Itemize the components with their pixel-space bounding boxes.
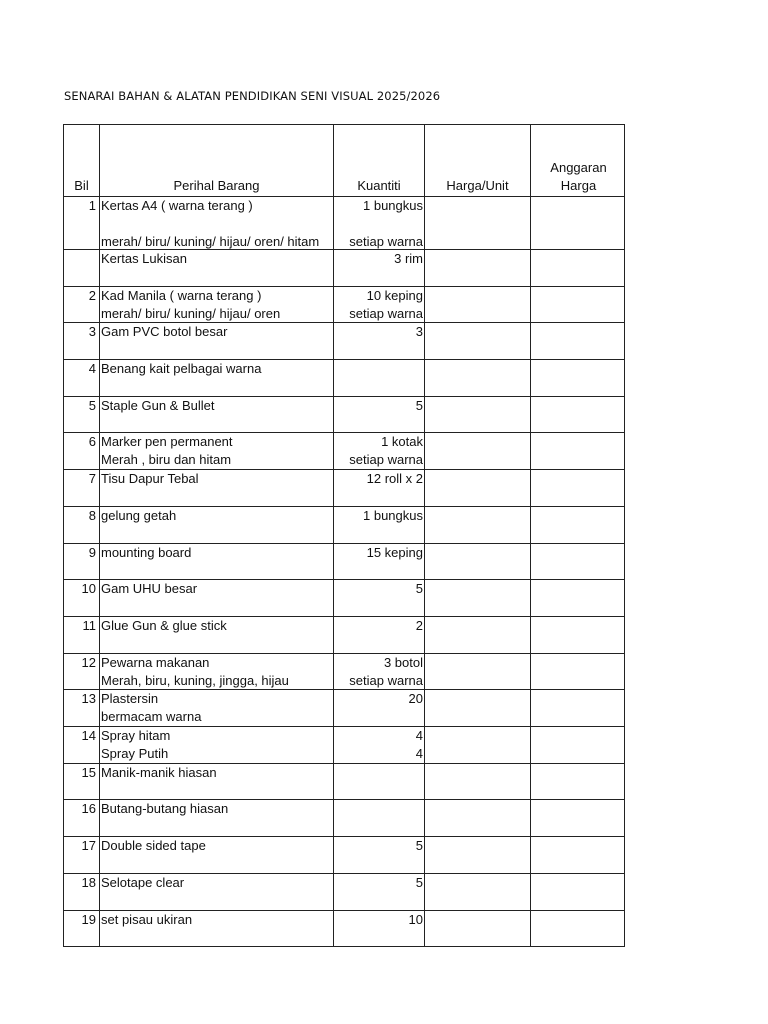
harga-unit-cell: [425, 197, 531, 251]
perihal-line: Gam PVC botol besar: [101, 324, 228, 339]
bil-cell: 4: [64, 360, 100, 396]
table-row: [63, 544, 625, 580]
kuantiti-line: 10 keping: [366, 288, 423, 303]
anggaran-harga-cell: [531, 727, 626, 763]
kuantiti-line: setiap warna: [349, 306, 423, 321]
anggaran-harga-cell: [531, 654, 626, 690]
bil-cell: 13: [64, 690, 100, 726]
kuantiti-line: [335, 764, 423, 782]
table-header: [63, 124, 625, 197]
header-bil: Bil: [74, 178, 89, 193]
table-row: [63, 470, 625, 507]
header-perihal: Perihal Barang: [173, 178, 260, 193]
perihal-line: Selotape clear: [101, 875, 185, 890]
perihal-line: Spray hitam: [101, 728, 171, 743]
table-row: [63, 397, 625, 433]
perihal-line: Spray Putih: [101, 746, 169, 761]
perihal-cell: [100, 250, 334, 286]
table-row: [63, 874, 625, 911]
perihal-line: Marker pen permanent: [101, 434, 233, 449]
perihal-cell: [100, 617, 334, 653]
kuantiti-line: 3 rim: [394, 251, 423, 266]
kuantiti-cell: [334, 654, 425, 690]
perihal-line: Staple Gun & Bullet: [101, 398, 215, 413]
table-row: [63, 617, 625, 654]
bil-cell: 9: [64, 544, 100, 579]
kuantiti-line: setiap warna: [349, 673, 423, 688]
harga-unit-cell: [425, 580, 531, 616]
perihal-cell: [100, 323, 334, 359]
anggaran-harga-cell: [531, 287, 626, 323]
perihal-cell: [100, 911, 334, 946]
harga-unit-cell: [425, 507, 531, 543]
kuantiti-cell: [334, 544, 425, 579]
bil-cell: 18: [64, 874, 100, 910]
perihal-line: Benang kait pelbagai warna: [101, 361, 262, 376]
bil-cell: 11: [64, 617, 100, 653]
anggaran-harga-cell: [531, 764, 626, 799]
perihal-cell: [100, 360, 334, 396]
harga-unit-cell: [425, 250, 531, 286]
bil-cell: 17: [64, 837, 100, 873]
perihal-line: gelung getah: [101, 508, 177, 523]
table-row: [63, 911, 625, 947]
kuantiti-cell: [334, 397, 425, 432]
table-row: [63, 837, 625, 874]
perihal-line: Double sided tape: [101, 838, 206, 853]
kuantiti-cell: [334, 470, 425, 506]
bil-cell: 12: [64, 654, 100, 690]
kuantiti-line: 10: [408, 912, 423, 927]
anggaran-harga-cell: [531, 874, 626, 910]
header-harga-unit-cell: [425, 125, 531, 196]
bil-cell: 15: [64, 764, 100, 799]
perihal-cell: [100, 654, 334, 690]
table-row: [63, 654, 625, 690]
kuantiti-cell: [334, 911, 425, 946]
kuantiti-cell: [334, 874, 425, 910]
harga-unit-cell: [425, 287, 531, 323]
anggaran-harga-cell: [531, 250, 626, 286]
kuantiti-line: 1 kotak: [381, 434, 423, 449]
harga-unit-cell: [425, 727, 531, 763]
kuantiti-cell: [334, 507, 425, 543]
anggaran-harga-cell: [531, 197, 626, 251]
anggaran-harga-cell: [531, 580, 626, 616]
kuantiti-cell: [334, 580, 425, 616]
bil-cell: 7: [64, 470, 100, 506]
perihal-cell: [100, 764, 334, 799]
header-bil-cell: [64, 125, 100, 196]
perihal-cell: [100, 287, 334, 323]
harga-unit-cell: [425, 397, 531, 432]
anggaran-harga-cell: [531, 470, 626, 506]
anggaran-harga-cell: [531, 837, 626, 873]
kuantiti-cell: [334, 727, 425, 763]
kuantiti-line: [335, 360, 423, 378]
perihal-cell: [100, 874, 334, 910]
kuantiti-cell: [334, 323, 425, 359]
header-anggaran-cell: [531, 125, 626, 196]
table-row: [63, 197, 625, 250]
header-anggaran-line2: Harga: [560, 178, 597, 193]
perihal-cell: [100, 470, 334, 506]
kuantiti-cell: [334, 617, 425, 653]
perihal-cell: [100, 580, 334, 616]
document-title: SENARAI BAHAN & ALATAN PENDIDIKAN SENI VISUAL 2025/2026: [64, 89, 441, 103]
harga-unit-cell: [425, 360, 531, 396]
harga-unit-cell: [425, 470, 531, 506]
perihal-line: merah/ biru/ kuning/ hijau/ oren: [101, 306, 281, 321]
kuantiti-line: 1 bungkus: [363, 198, 423, 213]
perihal-line: bermacam warna: [101, 709, 202, 724]
table-row: [63, 250, 625, 287]
perihal-cell: [100, 690, 334, 726]
kuantiti-line: 12 roll x 2: [366, 471, 423, 486]
bil-cell: 8: [64, 507, 100, 543]
bil-cell: 1: [64, 197, 100, 251]
kuantiti-cell: [334, 690, 425, 726]
table-body: [63, 197, 625, 947]
bil-cell: 2: [64, 287, 100, 323]
kuantiti-cell: [334, 197, 425, 251]
kuantiti-line: 5: [415, 875, 423, 890]
anggaran-harga-cell: [531, 323, 626, 359]
anggaran-harga-cell: [531, 800, 626, 836]
kuantiti-line: 5: [415, 581, 423, 596]
kuantiti-line: 5: [415, 838, 423, 853]
perihal-line: merah/ biru/ kuning/ hijau/ oren/ hitam: [101, 234, 320, 249]
table-row: [63, 764, 625, 800]
perihal-cell: [100, 507, 334, 543]
perihal-line: Plastersin: [101, 691, 159, 706]
kuantiti-line: 5: [415, 398, 423, 413]
table-row: [63, 323, 625, 360]
table-row: [63, 507, 625, 544]
anggaran-harga-cell: [531, 360, 626, 396]
kuantiti-cell: [334, 433, 425, 469]
perihal-line: Merah, biru, kuning, jingga, hijau: [101, 673, 289, 688]
kuantiti-line: 4: [415, 728, 423, 743]
harga-unit-cell: [425, 800, 531, 836]
perihal-cell: [100, 837, 334, 873]
bil-cell: [64, 250, 100, 286]
kuantiti-line: 1 bungkus: [363, 508, 423, 523]
harga-unit-cell: [425, 764, 531, 799]
perihal-cell: [100, 727, 334, 763]
kuantiti-cell: [334, 800, 425, 836]
kuantiti-cell: [334, 287, 425, 323]
perihal-line: Merah , biru dan hitam: [101, 452, 232, 467]
perihal-cell: [100, 544, 334, 579]
table-row: [63, 727, 625, 764]
kuantiti-line: 3: [415, 324, 423, 339]
harga-unit-cell: [425, 874, 531, 910]
bil-cell: 19: [64, 911, 100, 946]
harga-unit-cell: [425, 617, 531, 653]
perihal-line: Manik-manik hiasan: [101, 765, 217, 780]
items-table: [63, 124, 625, 947]
table-row: [63, 287, 625, 323]
perihal-line: set pisau ukiran: [101, 912, 193, 927]
kuantiti-cell: [334, 360, 425, 396]
perihal-line: Kad Manila ( warna terang ): [101, 288, 262, 303]
perihal-cell: [100, 397, 334, 432]
header-harga-unit: Harga/Unit: [446, 178, 509, 193]
table-row: [63, 800, 625, 837]
kuantiti-line: 4: [415, 746, 423, 761]
bil-cell: 14: [64, 727, 100, 763]
anggaran-harga-cell: [531, 617, 626, 653]
perihal-cell: [100, 197, 334, 251]
table-row: [63, 580, 625, 617]
header-kuantiti-cell: [334, 125, 425, 196]
bil-cell: 3: [64, 323, 100, 359]
header-anggaran-line1: Anggaran: [550, 160, 607, 175]
harga-unit-cell: [425, 323, 531, 359]
harga-unit-cell: [425, 837, 531, 873]
kuantiti-cell: [334, 837, 425, 873]
perihal-line: Pewarna makanan: [101, 655, 210, 670]
perihal-line: Butang-butang hiasan: [101, 801, 229, 816]
kuantiti-line: 15 keping: [366, 545, 423, 560]
kuantiti-line: 2: [415, 618, 423, 633]
bil-cell: 10: [64, 580, 100, 616]
table-row: [63, 433, 625, 470]
harga-unit-cell: [425, 654, 531, 690]
perihal-line: Kertas Lukisan: [101, 251, 187, 266]
anggaran-harga-cell: [531, 507, 626, 543]
kuantiti-line: 20: [408, 691, 423, 706]
header-kuantiti: Kuantiti: [357, 178, 401, 193]
harga-unit-cell: [425, 690, 531, 726]
kuantiti-cell: [334, 250, 425, 286]
table-row: [63, 690, 625, 727]
perihal-cell: [100, 800, 334, 836]
perihal-line: Glue Gun & glue stick: [101, 618, 227, 633]
harga-unit-cell: [425, 544, 531, 579]
anggaran-harga-cell: [531, 911, 626, 946]
harga-unit-cell: [425, 433, 531, 469]
anggaran-harga-cell: [531, 397, 626, 432]
bil-cell: 5: [64, 397, 100, 432]
anggaran-harga-cell: [531, 544, 626, 579]
perihal-cell: [100, 433, 334, 469]
perihal-line: [101, 215, 332, 233]
anggaran-harga-cell: [531, 690, 626, 726]
kuantiti-line: [335, 800, 423, 818]
perihal-line: mounting board: [101, 545, 192, 560]
table-row: [63, 360, 625, 397]
perihal-line: Gam UHU besar: [101, 581, 198, 596]
anggaran-harga-cell: [531, 433, 626, 469]
kuantiti-line: [335, 215, 423, 233]
perihal-line: Kertas A4 ( warna terang ): [101, 198, 253, 213]
bil-cell: 16: [64, 800, 100, 836]
header-perihal-cell: [100, 125, 334, 196]
kuantiti-line: setiap warna: [349, 234, 423, 249]
kuantiti-line: 3 botol: [383, 655, 423, 670]
bil-cell: 6: [64, 433, 100, 469]
harga-unit-cell: [425, 911, 531, 946]
kuantiti-line: setiap warna: [349, 452, 423, 467]
kuantiti-cell: [334, 764, 425, 799]
header-anggaran: [531, 159, 626, 195]
perihal-line: Tisu Dapur Tebal: [101, 471, 199, 486]
